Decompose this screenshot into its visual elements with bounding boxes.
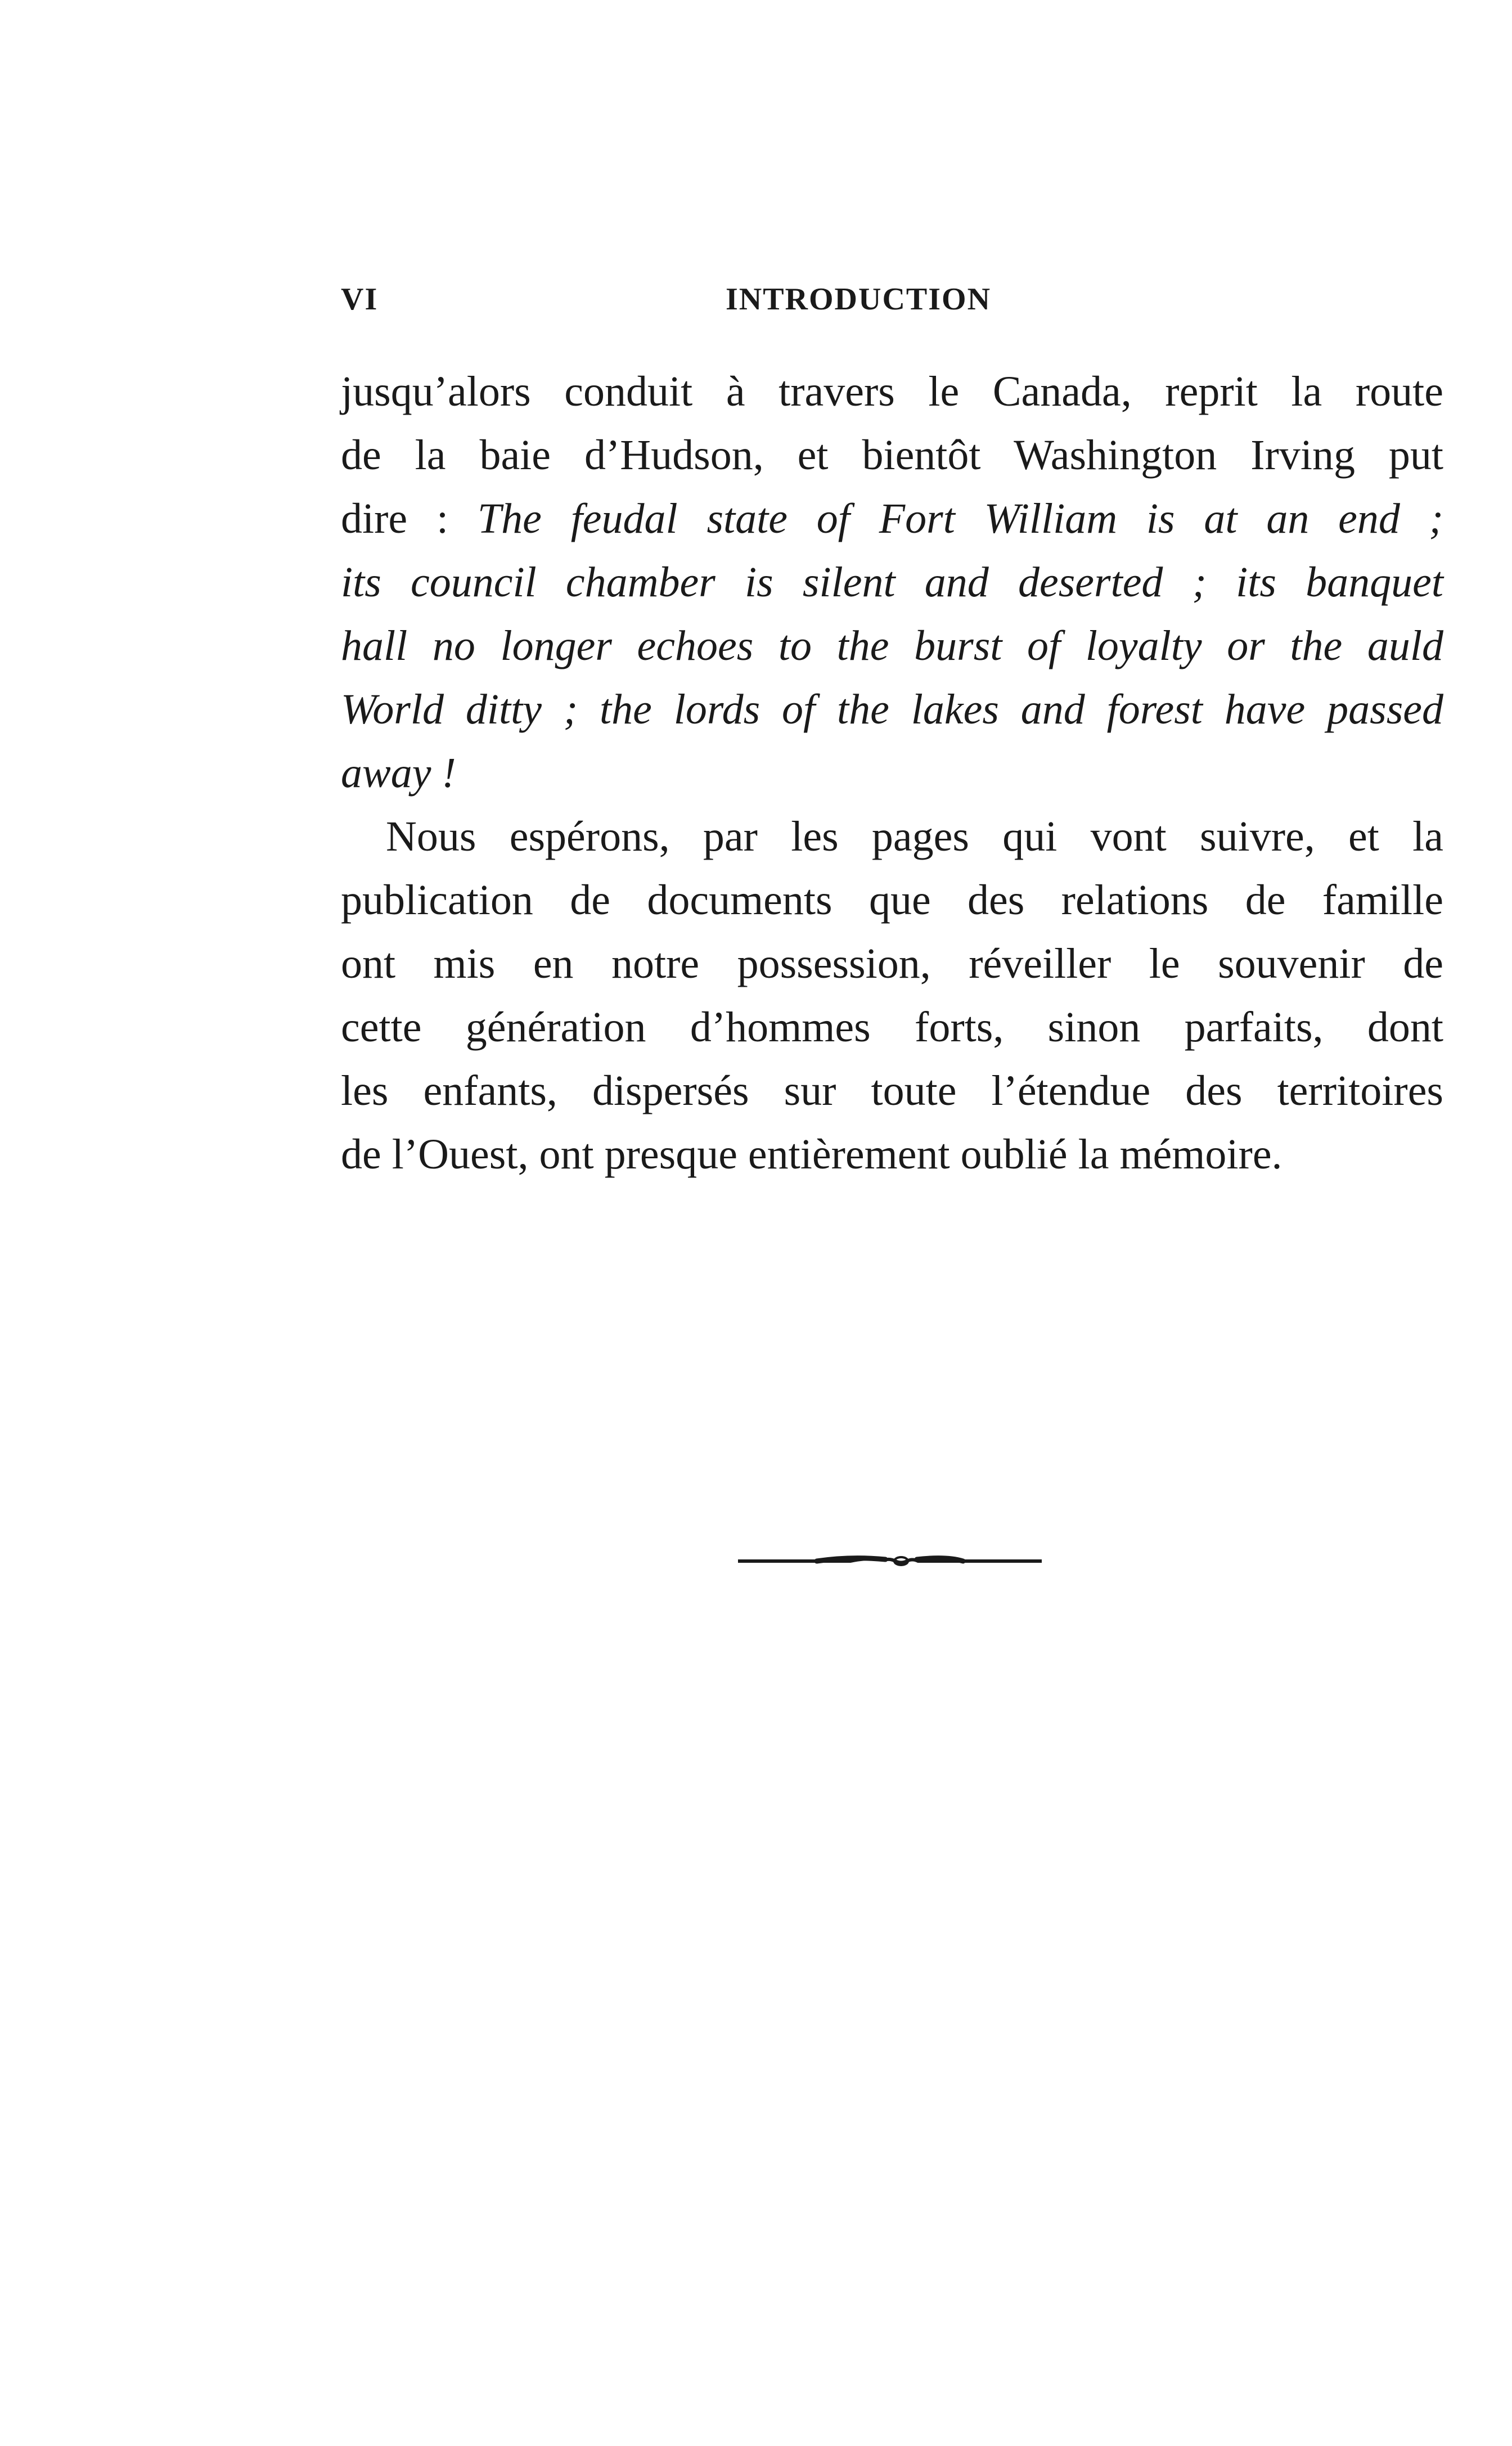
text-line: cette génération d’hommes forts, sinon parfaits, dont (341, 1004, 1443, 1051)
running-head (341, 281, 1443, 326)
text-line (341, 487, 1443, 551)
body-text (341, 360, 1443, 1186)
decorative-rule-ornament-icon (738, 1553, 1042, 1570)
text-line: de la baie d’Hudson, et bientôt Washington Irving put (341, 431, 1443, 479)
quotation-line: its council chamber is silent and deserted ; its banquet (341, 559, 1443, 606)
quotation-line: World ditty ; the lords of the lakes and forest have passed (341, 686, 1443, 733)
text-line: jusqu’alors conduit à travers le Canada, reprit la route (341, 368, 1443, 415)
text-line: Nous espérons, par les pages qui vont suivre, et la (386, 813, 1443, 860)
text-line: publication de documents que des relations de famille (341, 876, 1443, 924)
text-line: ont mis en notre possession, réveiller le souvenir de (341, 940, 1443, 987)
text-line: de l’Ouest, ont presque entièrement oublié la mémoire. (341, 1131, 1282, 1178)
running-title: INTRODUCTION (725, 282, 992, 317)
quotation-line: hall no longer echoes to the burst of loyalty or the auld (341, 622, 1443, 669)
text-line: les enfants, dispersés sur toute l’étendue des territoires (341, 1067, 1443, 1114)
quotation-line: away ! (341, 749, 456, 797)
page-number: VI (341, 282, 379, 317)
text-segment-roman: dire : (341, 495, 478, 542)
quotation-italic: The feudal state of Fort William is at an end ; (477, 495, 1443, 542)
